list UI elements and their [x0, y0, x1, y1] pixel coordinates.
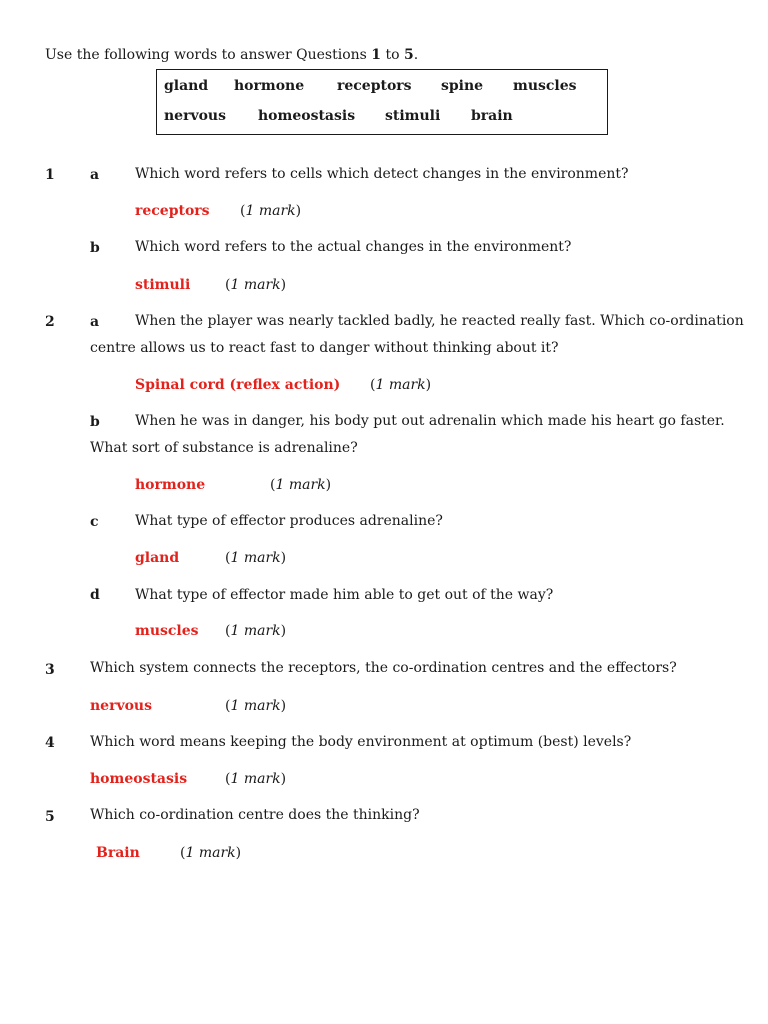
- question-part-letter: a: [90, 167, 100, 183]
- question-text: Which word refers to cells which detect changes in the environment?: [135, 166, 629, 182]
- word-bank-item: muscles: [513, 78, 577, 94]
- word-bank-item: brain: [471, 108, 513, 124]
- question-text: Which word means keeping the body environment at optimum (best) levels?: [90, 734, 632, 750]
- question-part-letter: a: [90, 314, 100, 330]
- instructions: [45, 46, 418, 64]
- word-bank-item: stimuli: [385, 108, 441, 124]
- answer-text: homeostasis: [90, 771, 188, 787]
- question-number: 1: [45, 167, 55, 183]
- instructions-text: Use the following words to answer Questions: [45, 47, 372, 63]
- mark-label: (1 mark): [225, 623, 287, 639]
- question-text: Which system connects the receptors, the co-ordination centres and the effectors?: [90, 660, 677, 676]
- mark-label: (1 mark): [240, 203, 302, 219]
- answer-text: Brain: [96, 845, 140, 861]
- question-part-letter: d: [90, 587, 100, 603]
- word-bank-item: receptors: [337, 78, 412, 94]
- answer-text: hormone: [135, 477, 206, 493]
- question-number: 5: [45, 809, 55, 825]
- answer-text: Spinal cord (reflex action): [135, 377, 341, 393]
- word-bank-item: hormone: [234, 78, 305, 94]
- word-bank: [156, 69, 608, 135]
- mark-label: (1 mark): [370, 377, 432, 393]
- mark-label: (1 mark): [225, 771, 287, 787]
- question-text: Which word refers to the actual changes in the environment?: [135, 239, 572, 255]
- mark-label: (1 mark): [225, 277, 287, 293]
- mark-label: (1 mark): [270, 477, 332, 493]
- question-text: When the player was nearly tackled badly, he reacted really fast. Which co-ordination: [135, 313, 744, 329]
- question-text: When he was in danger, his body put out adrenalin which made his heart go faster.: [135, 413, 725, 429]
- word-bank-item: homeostasis: [258, 108, 356, 124]
- word-bank-item: spine: [441, 78, 484, 94]
- question-text: centre allows us to react fast to danger without thinking about it?: [90, 340, 559, 356]
- answer-text: stimuli: [135, 277, 191, 293]
- answer-text: muscles: [135, 623, 199, 639]
- word-bank-item: gland: [164, 78, 209, 94]
- question-number: 3: [45, 662, 55, 678]
- mark-label: (1 mark): [225, 550, 287, 566]
- instructions-period: .: [413, 47, 419, 63]
- answer-text: gland: [135, 550, 180, 566]
- question-text: What sort of substance is adrenaline?: [90, 440, 358, 456]
- question-part-letter: b: [90, 240, 100, 256]
- answer-text: receptors: [135, 203, 210, 219]
- mark-label: (1 mark): [225, 698, 287, 714]
- question-number: 4: [45, 735, 55, 751]
- question-text: Which co-ordination centre does the thinking?: [90, 807, 420, 823]
- question-part-letter: c: [90, 514, 99, 530]
- mark-label: (1 mark): [180, 845, 242, 861]
- instructions-to-word: to: [381, 47, 405, 63]
- question-text: What type of effector made him able to get out of the way?: [135, 587, 554, 603]
- question-text: What type of effector produces adrenaline?: [135, 513, 443, 529]
- instructions-from: 1: [371, 47, 382, 63]
- question-number: 2: [45, 314, 55, 330]
- word-bank-item: nervous: [164, 108, 226, 124]
- instructions-to: 5: [404, 47, 414, 63]
- answer-text: nervous: [90, 698, 152, 714]
- question-part-letter: b: [90, 414, 100, 430]
